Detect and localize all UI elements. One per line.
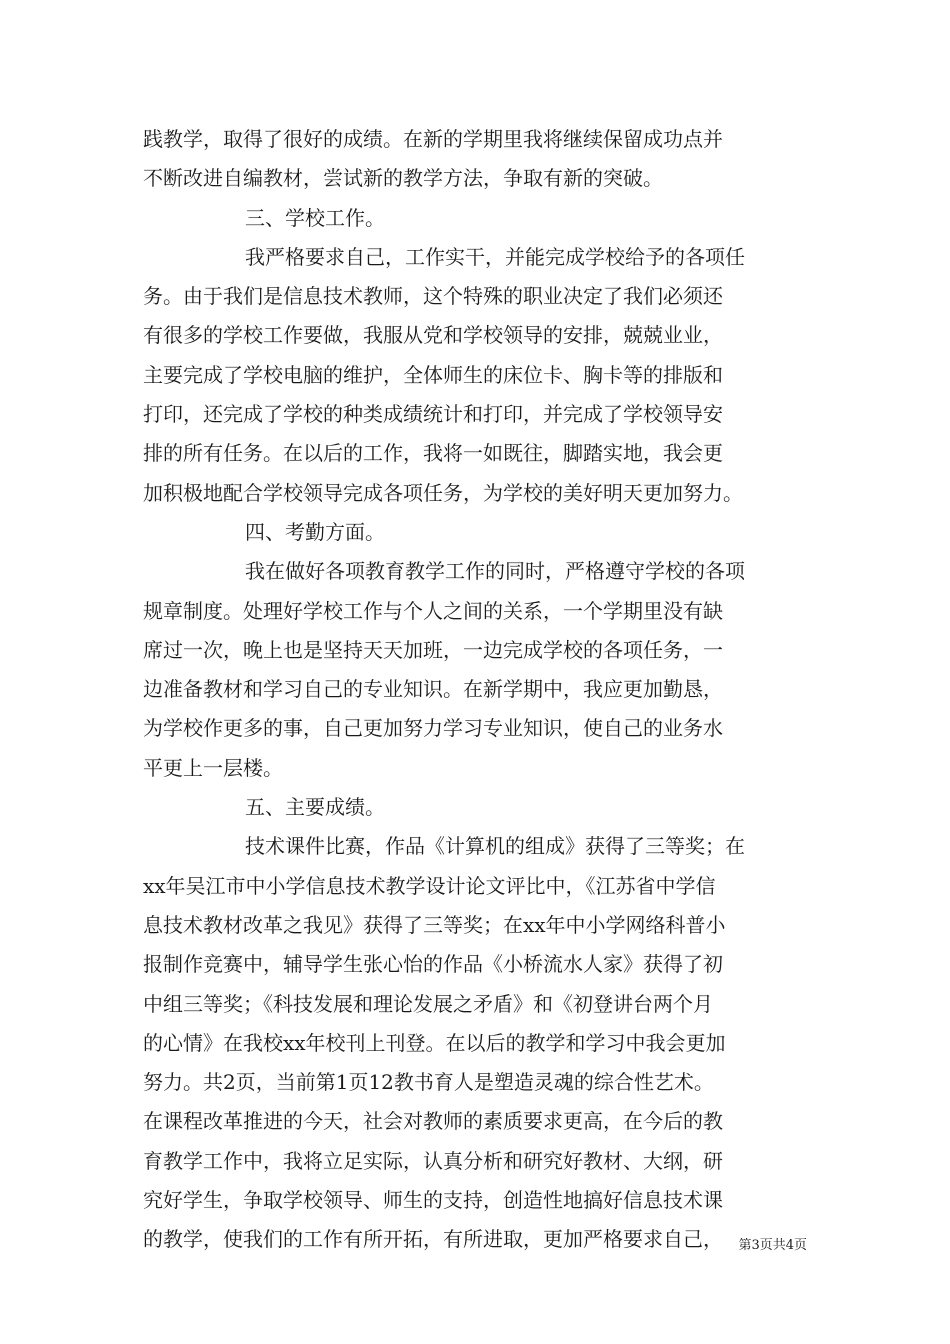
text-line: 不断改进自编教材，尝试新的教学方法，争取有新的突破。 bbox=[143, 166, 663, 191]
text-line: 的教学，使我们的工作有所开拓，有所进取，更加严格要求自己， bbox=[143, 1227, 723, 1252]
text-line: 为学校作更多的事，自己更加努力学习专业知识，使自己的业务水 bbox=[143, 716, 723, 741]
text-line: 席过一次，晚上也是坚持天天加班，一边完成学校的各项任务，一 bbox=[143, 637, 723, 662]
text-line: xx年吴江市中小学信息技术教学设计论文评比中，《江苏省中学信 bbox=[143, 873, 716, 898]
text-line: 规章制度。处理好学校工作与个人之间的关系，一个学期里没有缺 bbox=[143, 598, 723, 623]
text-line: 我在做好各项教育教学工作的同时，严格遵守学校的各项 bbox=[245, 559, 745, 584]
text-line: 努力。共2页，当前第1页12教书育人是塑造灵魂的综合性艺术。 bbox=[143, 1070, 714, 1095]
text-line: 息技术教材改革之我见》获得了三等奖；在xx年中小学网络科普小 bbox=[143, 912, 726, 937]
text-line: 打印，还完成了学校的种类成绩统计和打印，并完成了学校领导安 bbox=[143, 402, 723, 427]
text-line: 加积极地配合学校领导完成各项任务，为学校的美好明天更加努力。 bbox=[143, 480, 743, 505]
text-line: 中组三等奖；《科技发展和理论发展之矛盾》和《初登讲台两个月 bbox=[143, 991, 713, 1016]
text-line: 有很多的学校工作要做，我服从党和学校领导的安排，兢兢业业， bbox=[143, 323, 723, 348]
document-body bbox=[143, 120, 807, 1260]
text-line: 五、主要成绩。 bbox=[245, 795, 385, 820]
text-line: 平更上一层楼。 bbox=[143, 755, 283, 780]
text-line: 的心情》在我校xx年校刊上刊登。在以后的教学和学习中我会更加 bbox=[143, 1030, 726, 1055]
text-line: 四、考勤方面。 bbox=[245, 519, 385, 544]
text-line: 践教学，取得了很好的成绩。在新的学期里我将继续保留成功点并 bbox=[143, 127, 723, 151]
text-line: 报制作竞赛中，辅导学生张心怡的作品《小桥流水人家》获得了初 bbox=[143, 952, 723, 977]
text-line: 技术课件比赛，作品《计算机的组成》获得了三等奖；在 bbox=[245, 834, 745, 859]
text-line: 主要完成了学校电脑的维护，全体师生的床位卡、胸卡等的排版和 bbox=[143, 362, 723, 387]
text-line: 边准备教材和学习自己的专业知识。在新学期中，我应更加勤恳， bbox=[143, 677, 723, 702]
text-line: 排的所有任务。在以后的工作，我将一如既往，脚踏实地，我会更 bbox=[143, 441, 723, 466]
text-line: 三、学校工作。 bbox=[245, 205, 385, 230]
page-footer: 第3页共4页 bbox=[738, 1238, 807, 1253]
text-line: 我严格要求自己，工作实干，并能完成学校给予的各项任 bbox=[245, 244, 745, 269]
text-line: 究好学生，争取学校领导、师生的支持，创造性地搞好信息技术课 bbox=[143, 1188, 723, 1213]
text-line: 育教学工作中，我将立足实际，认真分析和研究好教材、大纲，研 bbox=[143, 1148, 723, 1173]
text-line: 在课程改革推进的今天，社会对教师的素质要求更高，在今后的教 bbox=[143, 1109, 723, 1134]
text-line: 务。由于我们是信息技术教师，这个特殊的职业决定了我们必须还 bbox=[143, 284, 723, 309]
